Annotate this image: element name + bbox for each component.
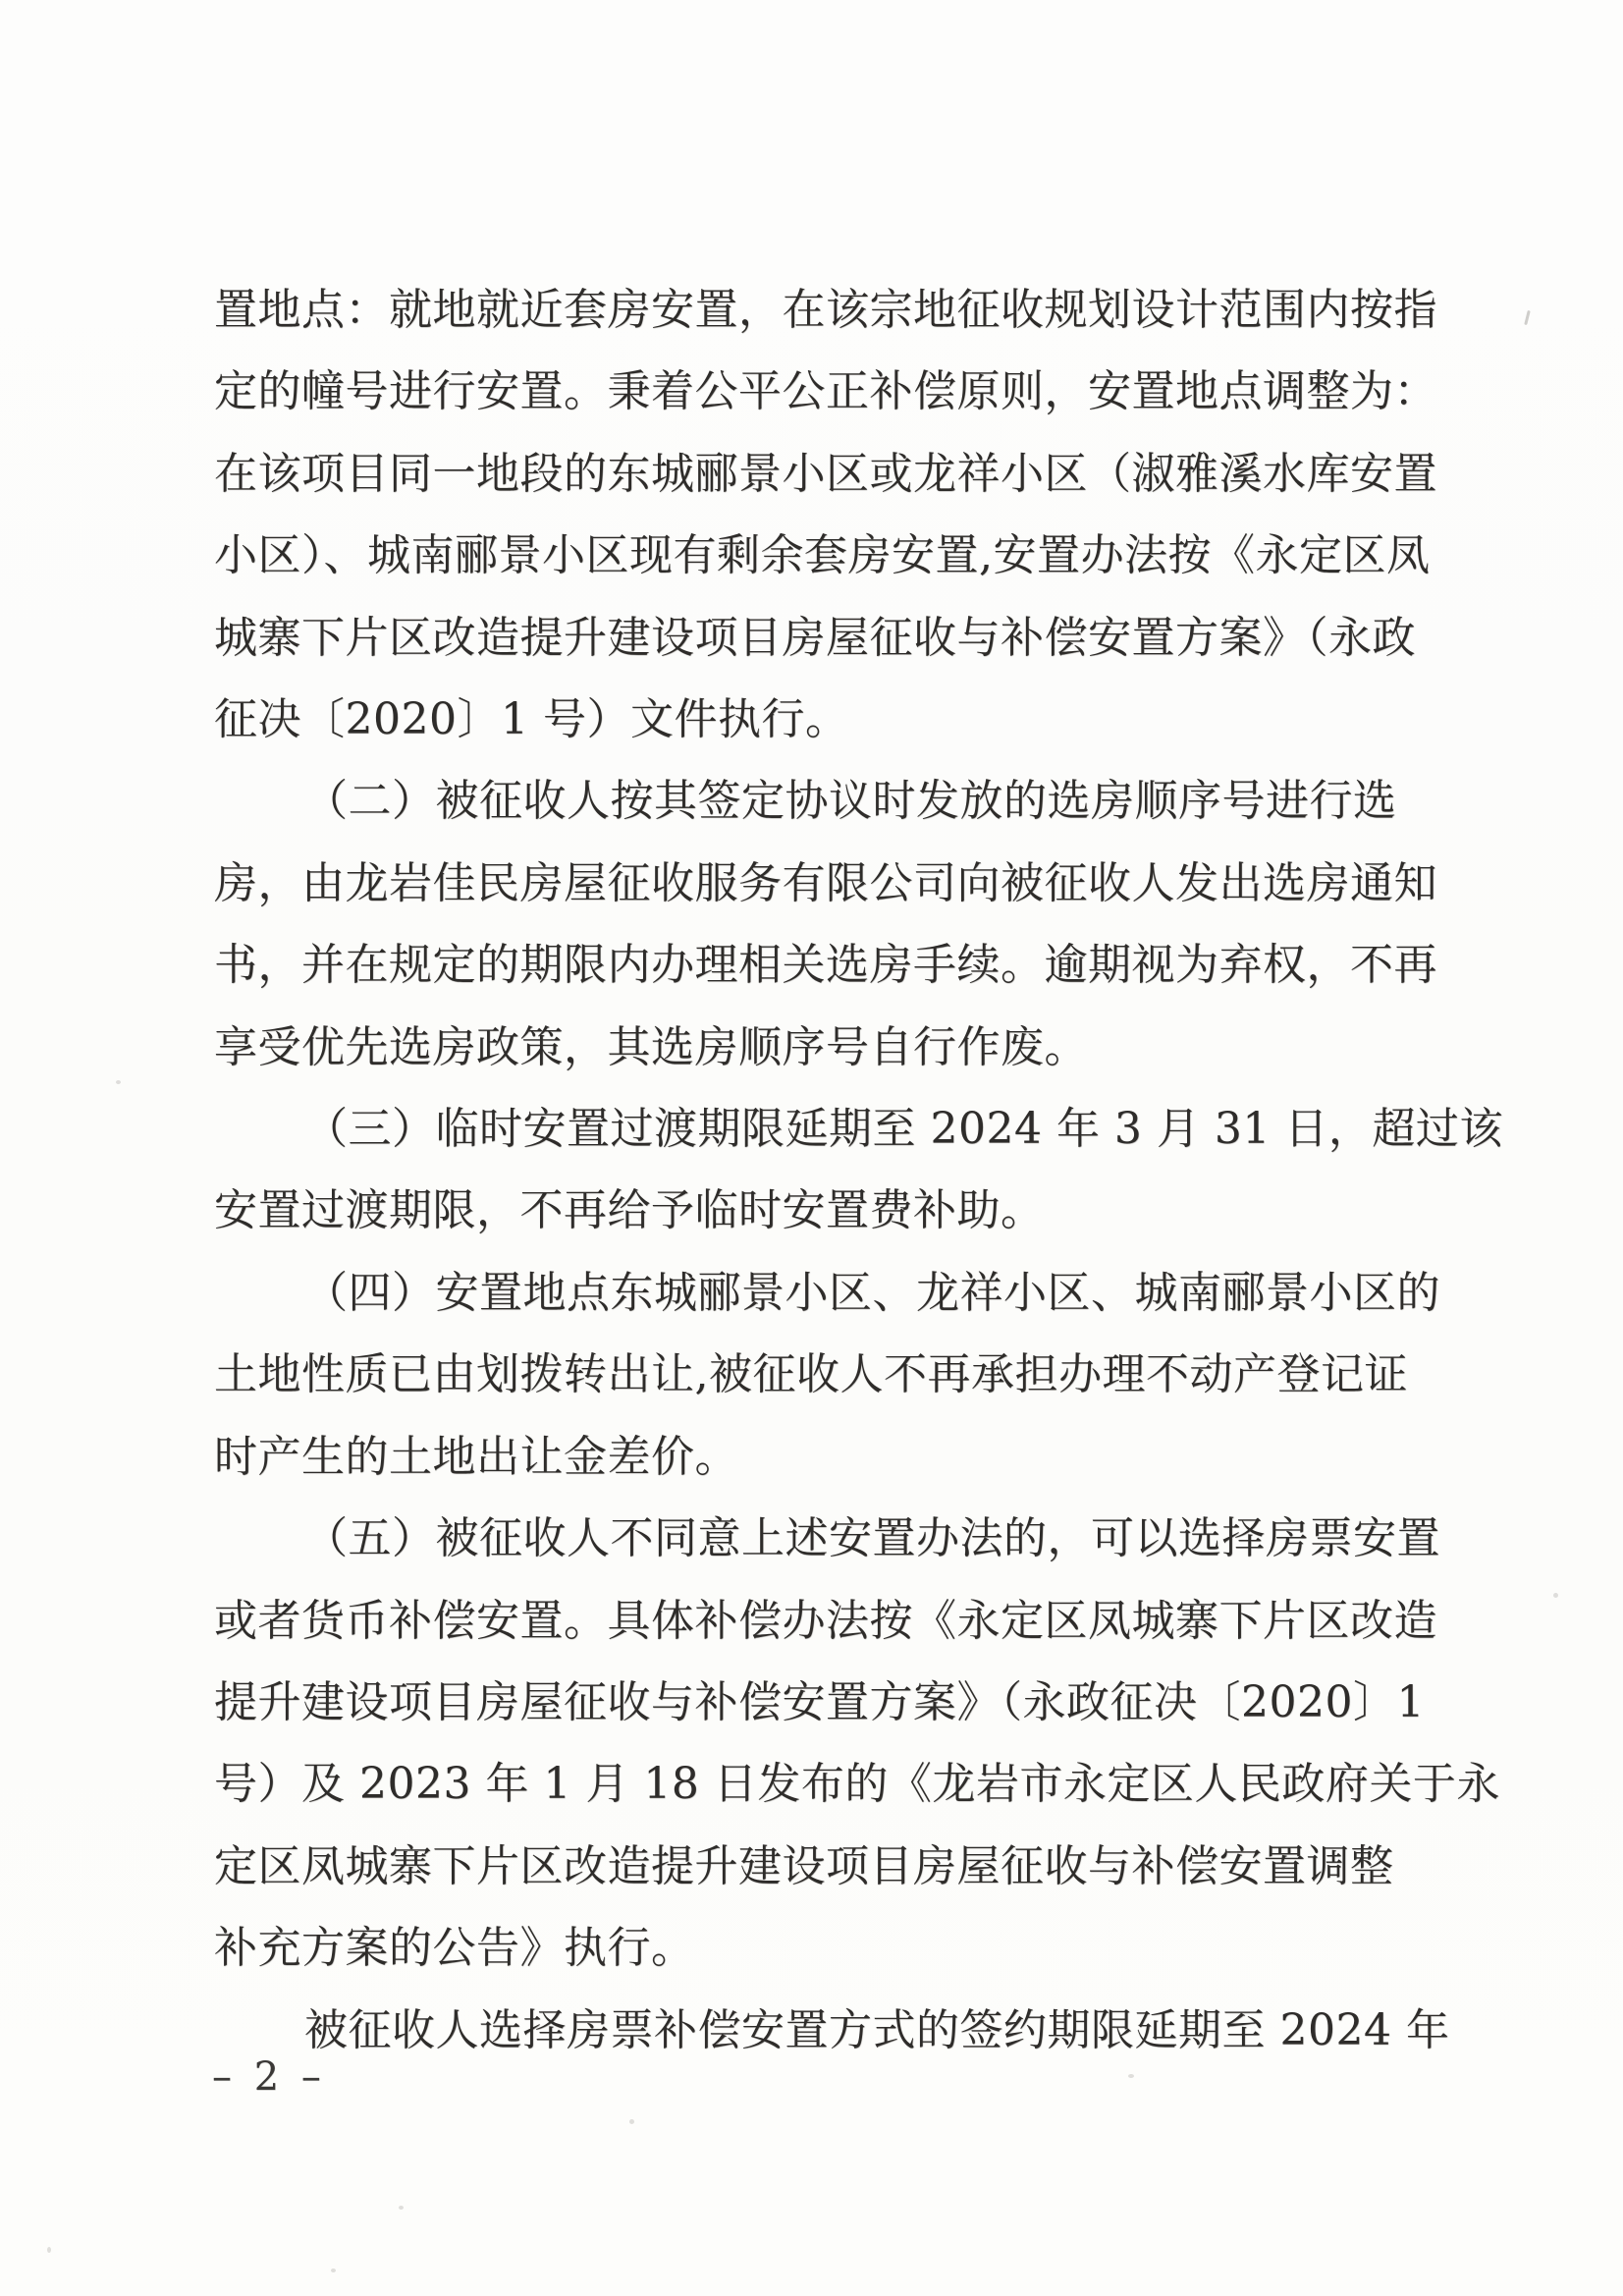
text-line: 补充方案的公告》执行。 [214,1923,695,1974]
text-line: 被征收人选择房票补偿安置方式的签约期限延期至 2024 年 [304,2004,1450,2055]
scan-artifact [629,2119,634,2124]
document-body [214,269,1503,2071]
text-line: 城寨下片区改造提升建设项目房屋征收与补偿安置方案》（永政 [214,612,1416,663]
text-line: 土地性质已由划拨转出让,被征收人不再承担办理不动产登记证 [214,1349,1408,1400]
text-line: 时产生的土地出让金差价。 [214,1431,738,1482]
scan-artifact [1128,2074,1134,2078]
text-line: （五）被征收人不同意上述安置办法的，可以选择房票安置 [304,1513,1440,1564]
text-line: 书，并在规定的期限内办理相关选房手续。逾期视为弃权，不再 [214,940,1437,991]
scan-artifact [399,2206,404,2210]
text-line: 享受优先选房政策，其选房顺序号自行作废。 [214,1021,1088,1072]
text-line: 征决〔2020〕1 号）文件执行。 [214,694,849,745]
text-line: 定的幢号进行安置。秉着公平公正补偿原则，安置地点调整为： [214,366,1437,417]
page-number: – 2 – [212,2054,326,2100]
text-line: 提升建设项目房屋征收与补偿安置方案》（永政征决〔2020〕1 [214,1676,1425,1727]
text-line: 小区）、城南郦景小区现有剩余套房安置,安置办法按《永定区凤 [214,530,1431,581]
text-line: （三）临时安置过渡期限延期至 2024 年 3 月 31 日，超过该 [304,1104,1503,1155]
scan-artifact [331,2269,336,2272]
text-line: 房，由龙岩佳民房屋征收服务有限公司向被征收人发出选房通知 [214,857,1437,908]
scan-artifact [1553,1593,1558,1598]
text-line: 置地点：就地就近套房安置，在该宗地征收规划设计范围内按指 [214,285,1437,335]
text-line: （四）安置地点东城郦景小区、龙祥小区、城南郦景小区的 [304,1267,1440,1318]
text-line: 定区凤城寨下片区改造提升建设项目房屋征收与补偿安置调整 [214,1840,1394,1891]
text-line: 安置过渡期限，不再给予临时安置费补助。 [214,1185,1045,1236]
text-line: 在该项目同一地段的东城郦景小区或龙祥小区（淑雅溪水库安置 [214,448,1437,499]
text-line: 号）及 2023 年 1 月 18 日发布的《龙岩市永定区人民政府关于永 [214,1759,1500,1810]
scan-artifact [47,2247,51,2253]
text-line: （二）被征收人按其签定协议时发放的选房顺序号进行选 [304,776,1397,827]
text-line: 或者货币补偿安置。具体补偿办法按《永定区凤城寨下片区改造 [214,1595,1437,1646]
scan-artifact [1524,310,1531,325]
scan-artifact [116,1080,121,1084]
